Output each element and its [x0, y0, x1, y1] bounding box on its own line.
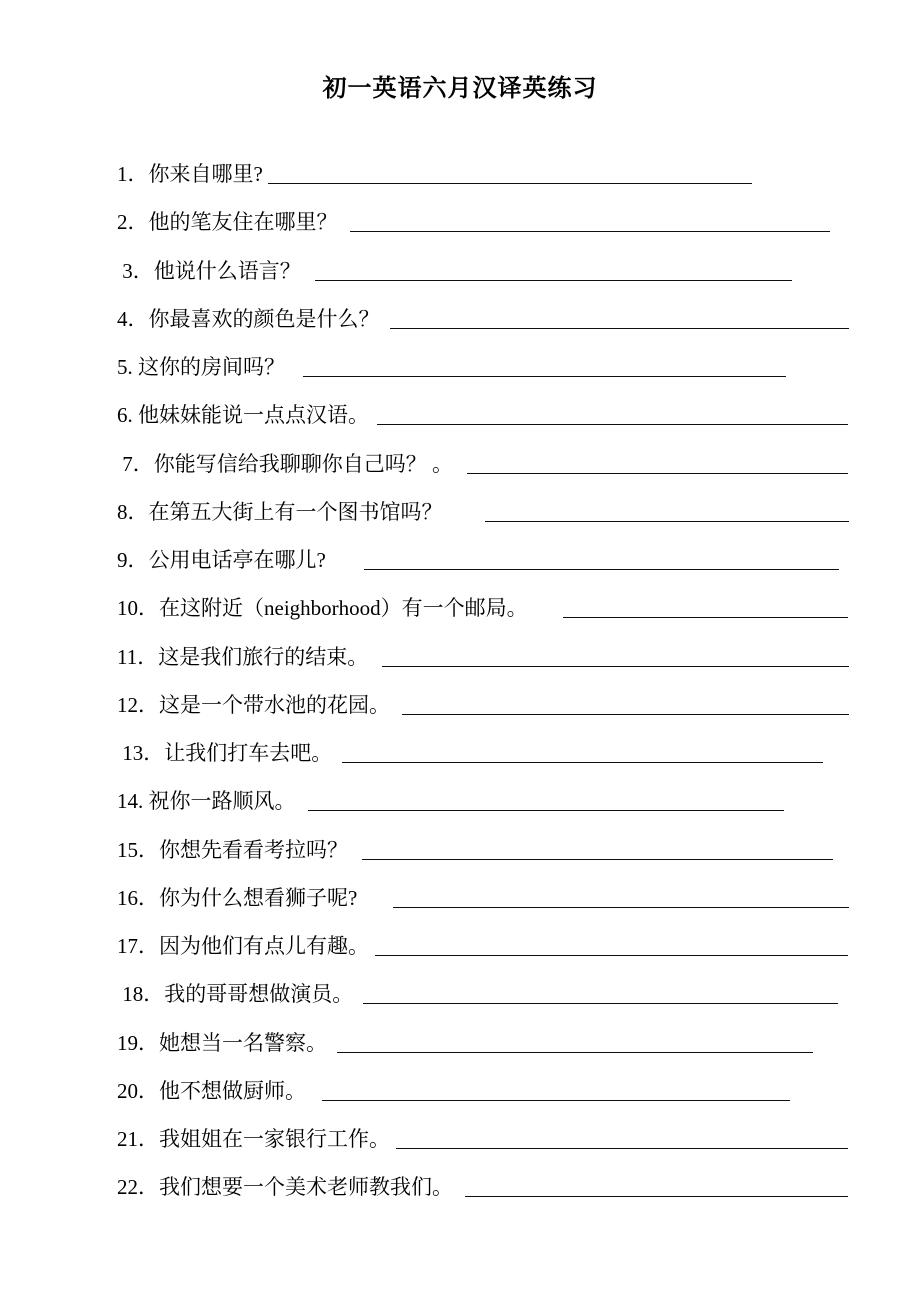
exercise-item — [117, 544, 839, 592]
answer-blank-line[interactable] — [268, 183, 752, 184]
item-text: 17．因为他们有点儿有趣。 — [117, 934, 369, 958]
answer-blank-line[interactable] — [402, 714, 849, 715]
item-text: 22．我们想要一个美术老师教我们。 — [117, 1175, 453, 1200]
item-text: 9．公用电话亭在哪儿? — [117, 548, 326, 572]
answer-blank-line[interactable] — [308, 810, 785, 811]
exercise-item — [117, 351, 786, 399]
exercise-item — [117, 689, 849, 737]
item-text: 19．她想当一名警察。 — [117, 1030, 327, 1055]
answer-blank-line[interactable] — [342, 762, 823, 763]
exercise-item — [117, 978, 838, 1026]
answer-blank-line[interactable] — [396, 1148, 848, 1149]
exercise-item — [117, 737, 823, 785]
item-text: 3．他说什么语言？ — [117, 258, 301, 283]
answer-blank-line[interactable] — [364, 569, 839, 570]
exercise-list — [117, 158, 920, 1220]
exercise-item — [117, 1123, 848, 1171]
exercise-item — [117, 496, 849, 544]
exercise-item — [117, 785, 784, 833]
item-text: 7．你能写信给我聊聊你自己吗？ 。 — [117, 451, 453, 476]
answer-blank-line[interactable] — [465, 1196, 848, 1197]
page-title: 初一英语六月汉译英练习 — [322, 76, 598, 103]
answer-blank-line[interactable] — [322, 1100, 790, 1101]
item-text: 20．他不想做厨师。 — [117, 1078, 306, 1103]
answer-blank-line[interactable] — [377, 424, 848, 425]
item-text: 15．你想先看看考拉吗？ — [117, 837, 348, 862]
exercise-item — [117, 592, 848, 640]
answer-blank-line[interactable] — [563, 617, 848, 618]
answer-blank-line[interactable] — [363, 1003, 838, 1004]
item-text: 21．我姐姐在一家银行工作。 — [117, 1127, 390, 1151]
answer-blank-line[interactable] — [467, 473, 848, 474]
exercise-item — [117, 303, 849, 351]
item-text: 1．你来自哪里? — [117, 162, 263, 186]
item-text: 18．我的哥哥想做演员。 — [117, 982, 354, 1007]
item-text: 13．让我们打车去吧。 — [117, 741, 333, 765]
exercise-item — [117, 834, 833, 882]
item-text: 8．在第五大街上有一个图书馆吗？ — [117, 499, 443, 524]
answer-blank-line[interactable] — [315, 280, 792, 281]
answer-blank-line[interactable] — [350, 231, 831, 232]
answer-blank-line[interactable] — [390, 328, 850, 329]
exercise-item — [117, 158, 752, 206]
answer-blank-line[interactable] — [485, 521, 850, 522]
answer-blank-line[interactable] — [337, 1052, 813, 1053]
answer-blank-line[interactable] — [382, 666, 849, 667]
exercise-item — [117, 206, 830, 254]
exercise-item — [117, 641, 849, 689]
exercise-item — [117, 882, 849, 930]
item-text: 14. 祝你一路顺风。 — [117, 789, 296, 814]
item-text: 10．在这附近（neighborhood）有一个邮局。 — [117, 596, 528, 621]
answer-blank-line[interactable] — [375, 955, 848, 956]
item-text: 4．你最喜欢的颜色是什么？ — [117, 306, 380, 331]
exercise-item — [117, 255, 792, 303]
answer-blank-line[interactable] — [303, 376, 786, 377]
answer-blank-line[interactable] — [362, 859, 833, 860]
answer-blank-line[interactable] — [393, 907, 849, 908]
exercise-item — [117, 1075, 790, 1123]
exercise-item — [117, 1027, 813, 1075]
item-text: 2．他的笔友住在哪里？ — [117, 210, 338, 235]
item-text: 6. 他妹妹能说一点点汉语。 — [117, 403, 369, 428]
item-text: 11．这是我们旅行的结束。 — [117, 644, 369, 669]
exercise-item — [117, 448, 848, 496]
exercise-item — [117, 1171, 848, 1219]
exercise-item — [117, 399, 848, 447]
item-text: 5. 这你的房间吗？ — [117, 355, 285, 379]
exercise-item — [117, 930, 848, 978]
item-text: 16．你为什么想看狮子呢? — [117, 885, 358, 910]
item-text: 12．这是一个带水池的花园。 — [117, 692, 390, 717]
